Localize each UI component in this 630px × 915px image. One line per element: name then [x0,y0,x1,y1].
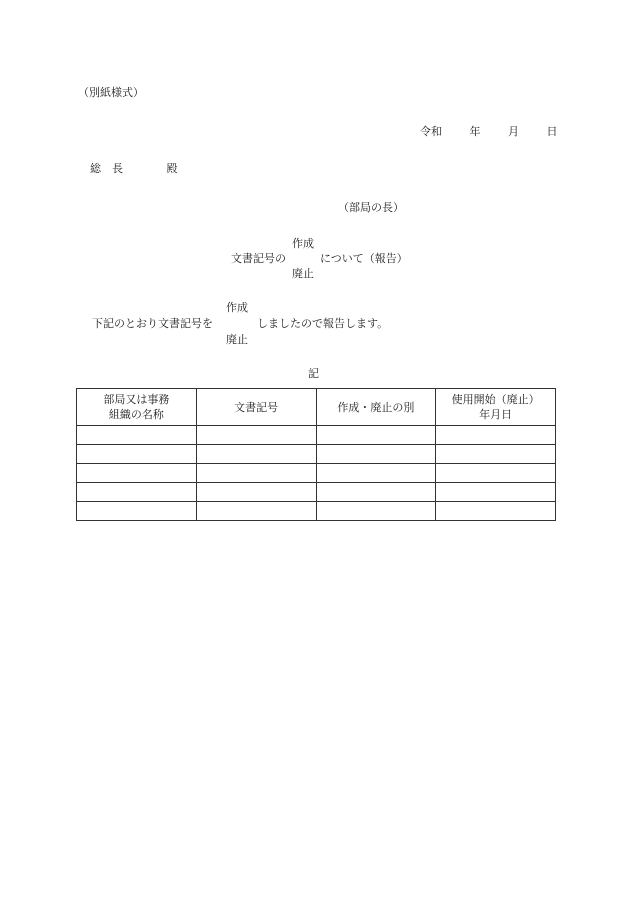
table-cell[interactable] [196,483,316,502]
header-line: 年月日 [479,408,513,421]
table-row [77,445,556,464]
table-cell[interactable] [316,483,436,502]
table-row [77,483,556,502]
form-label: （別紙様式） [78,86,144,99]
table-cell[interactable] [316,502,436,521]
table-cell[interactable] [196,445,316,464]
addressee-title: 総 長 [90,162,123,175]
header-line: 作成・廃止の別 [337,400,415,414]
header-start-date [436,389,556,426]
subject-prefix: 文書記号の [231,252,286,265]
table-cell[interactable] [436,502,556,521]
subject-suffix: について（報告） [320,252,408,265]
table-row [77,464,556,483]
sender: （部局の長） [338,201,404,214]
table-cell[interactable] [77,483,197,502]
header-line: 文書記号 [234,400,279,414]
subject-option-abolish: 廃止 [292,267,314,280]
addressee [90,160,178,176]
header-line: 部局又は事務 [103,393,170,406]
table-cell[interactable] [316,445,436,464]
header-line: 使用開始（廃止） [451,393,540,406]
date-line [420,123,558,139]
table-cell[interactable] [316,426,436,445]
table-cell[interactable] [436,445,556,464]
table-cell[interactable] [196,426,316,445]
table-cell[interactable] [77,426,197,445]
date-year: 年 [469,125,481,138]
table-cell[interactable] [316,464,436,483]
table-row [77,502,556,521]
subject-option-create: 作成 [292,237,314,250]
header-department [77,389,197,426]
table-cell[interactable] [436,483,556,502]
date-day: 日 [546,125,558,138]
table-cell[interactable] [436,464,556,483]
header-line: 組織の名称 [108,408,164,421]
ki-heading: 記 [308,367,319,380]
body-prefix: 下記のとおり文書記号を [92,317,213,330]
date-era: 令和 [420,125,442,138]
table-cell[interactable] [436,426,556,445]
addressee-honorific: 殿 [166,162,178,175]
body-option-create: 作成 [226,301,248,314]
table-cell[interactable] [77,445,197,464]
table-cell[interactable] [77,502,197,521]
report-table [76,388,556,521]
body-option-abolish: 廃止 [226,333,248,346]
header-doc-code [196,389,316,426]
table-cell[interactable] [196,502,316,521]
table-row [77,426,556,445]
body-suffix: しましたので報告します。 [257,317,389,330]
table-cell[interactable] [77,464,197,483]
table-cell[interactable] [196,464,316,483]
date-month: 月 [508,125,519,138]
table-header-row [77,389,556,426]
header-create-abolish [316,389,436,426]
